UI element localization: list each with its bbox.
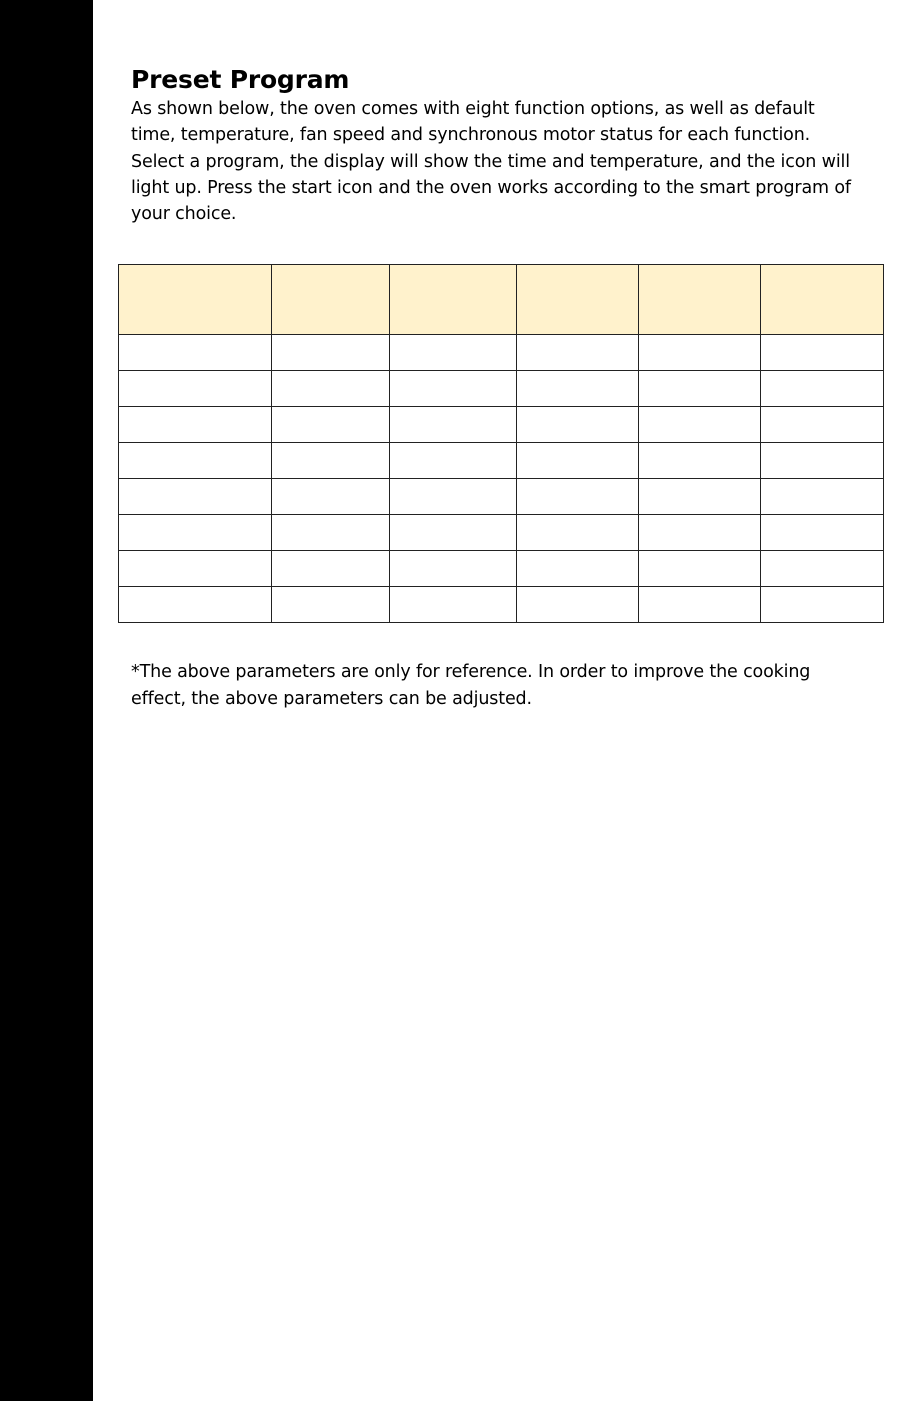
table-row — [119, 515, 884, 551]
table-header-cell — [119, 265, 272, 335]
table-cell — [272, 479, 390, 515]
left-margin-bar — [0, 0, 93, 1401]
table-cell — [119, 335, 272, 371]
table-header-cell — [272, 265, 390, 335]
intro-paragraph: As shown below, the oven comes with eight function options, as well as default time, temperature, fan speed and synchronous motor status for each function. Select a program, the display will show the time and temperature, and the icon will light up. Press the start icon and the oven works according to the smart program of your choice. — [131, 99, 851, 225]
table-row — [119, 335, 884, 371]
table-cell — [390, 479, 517, 515]
table-cell — [517, 407, 639, 443]
table-cell — [639, 515, 761, 551]
table-cell — [761, 335, 884, 371]
table-row — [119, 551, 884, 587]
reference-note: *The above parameters are only for reference. In order to improve the cooking effect, the above parameters can be adjusted. — [131, 662, 811, 709]
table-header-cell — [639, 265, 761, 335]
table-header-cell — [390, 265, 517, 335]
table-cell — [390, 335, 517, 371]
table-cell — [639, 443, 761, 479]
table-cell — [517, 551, 639, 587]
table-cell — [119, 587, 272, 623]
table-row — [119, 371, 884, 407]
table-header-cell — [517, 265, 639, 335]
table-cell — [761, 551, 884, 587]
section-title: Preset Program — [131, 65, 350, 94]
preset-program-table — [118, 264, 884, 623]
table-row — [119, 407, 884, 443]
table-cell — [517, 371, 639, 407]
table-cell — [272, 515, 390, 551]
table-header-row — [119, 265, 884, 335]
table-cell — [761, 371, 884, 407]
table-cell — [761, 515, 884, 551]
table-cell — [517, 335, 639, 371]
table-cell — [761, 479, 884, 515]
table-cell — [272, 587, 390, 623]
table-cell — [119, 479, 272, 515]
table-cell — [639, 479, 761, 515]
table-row — [119, 443, 884, 479]
table-cell — [119, 407, 272, 443]
table-cell — [517, 479, 639, 515]
table-cell — [639, 407, 761, 443]
table-cell — [119, 371, 272, 407]
table-cell — [639, 587, 761, 623]
table-cell — [272, 335, 390, 371]
table-cell — [639, 371, 761, 407]
table-cell — [272, 551, 390, 587]
table-cell — [517, 443, 639, 479]
table-cell — [119, 551, 272, 587]
table-cell — [272, 371, 390, 407]
table-cell — [390, 371, 517, 407]
table-cell — [272, 407, 390, 443]
table-cell — [761, 587, 884, 623]
preset-program-section — [131, 64, 861, 227]
table-cell — [390, 551, 517, 587]
table-cell — [390, 407, 517, 443]
table-cell — [119, 443, 272, 479]
table-cell — [517, 515, 639, 551]
table-cell — [119, 515, 272, 551]
table-cell — [390, 515, 517, 551]
table-row — [119, 479, 884, 515]
table-row — [119, 587, 884, 623]
table-cell — [639, 335, 761, 371]
table-cell — [639, 551, 761, 587]
table-cell — [517, 587, 639, 623]
table-cell — [272, 443, 390, 479]
table-cell — [390, 587, 517, 623]
table-cell — [761, 443, 884, 479]
table-cell — [761, 407, 884, 443]
table-header-cell — [761, 265, 884, 335]
table-cell — [390, 443, 517, 479]
